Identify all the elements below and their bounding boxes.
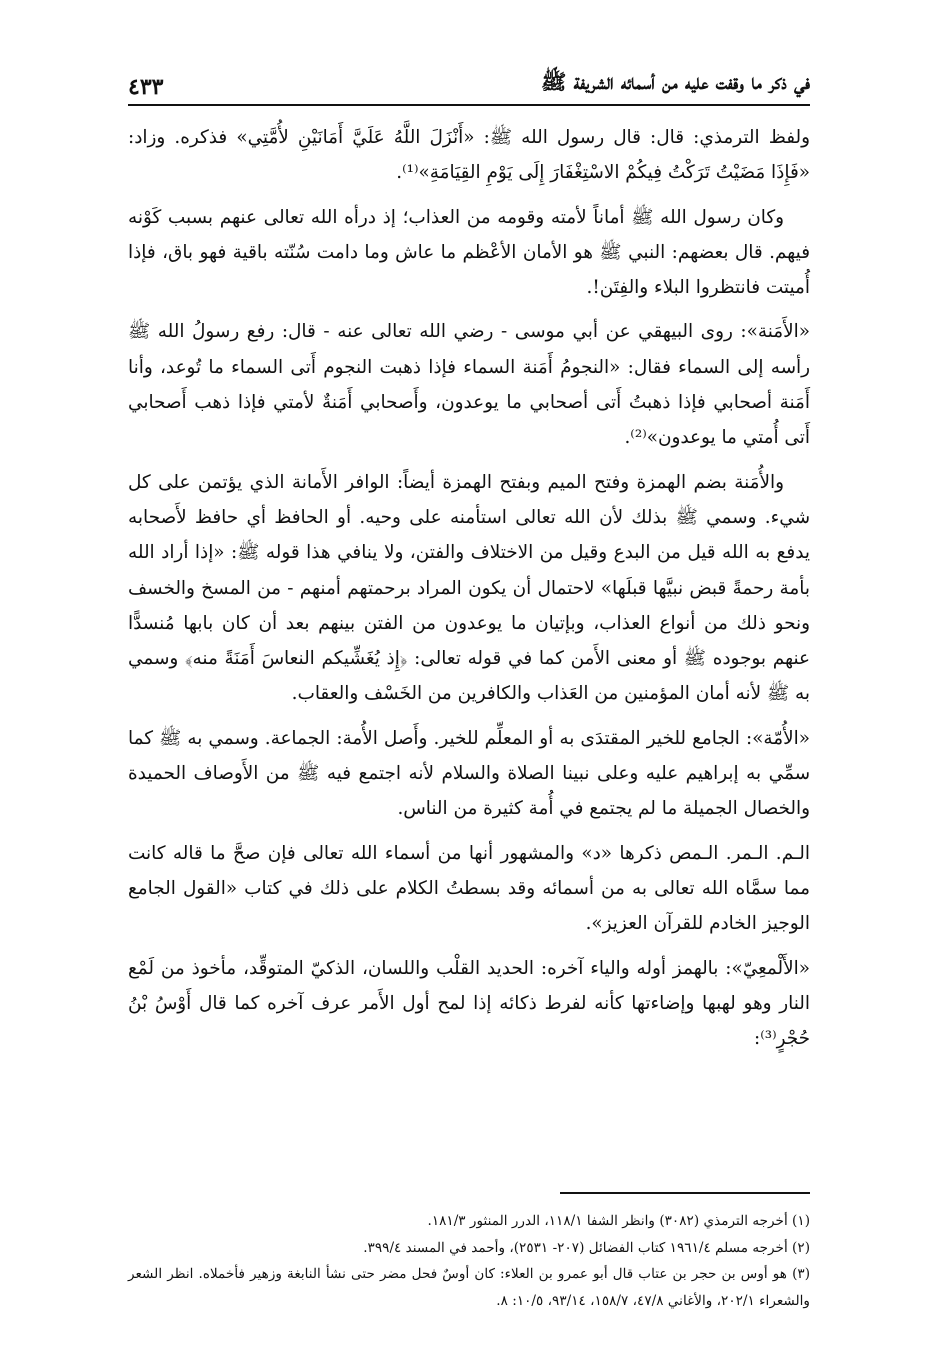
paragraph-al-umma: «الأُمّة»: الجامع للخير المقتدَى به أو المعلِّم للخير. وأَصل الأُمة: الجماعة. وسمي به ﷺ كما سمِّي به إبراهيم عليه وعلى نبينا الصلاة والسلام لأنه اجتمع فيه ﷺ من الأَوصاف الحميدة والخصال الجميلة ما لم يجتمع في أُمة كثيرة من الناس.	[128, 727, 810, 820]
footnote-3: (٣) هو أوس بن حجر بن عتاب قال أبو عمرو بن العلاء: كان أوسٌ فحل مضر حتى نشأ النابغة وزهير فأخملاه. انظر الشعر والشعراء ٢٠٢/١، والأغاني ٤٧/٨، ١٥٨/٧، ٩٣/١٤، ١٠/٥: ٨.	[128, 1266, 810, 1309]
page-number: ٤٣٣	[128, 74, 164, 100]
running-title: في ذكر ما وقفت عليه من أسمائه الشريفة ﷺ	[540, 69, 810, 94]
paragraph-tirmidhi: ولفظ الترمذي: قال: قال رسول الله ﷺ: «أَنْزَلَ اللَّهُ عَلَيَّ أَمَانَيْنِ لأُمَّتِي» فذكره. وزاد: «فَإِذَا مَضَيْتُ تَرَكْتُ فِيكُمْ الاسْتِغْفَارَ إِلَى يَوْمِ القِيَامَةِ»⁽¹⁾.	[128, 127, 810, 184]
paragraph-aman: وكان رسول الله ﷺ أماناً لأمته وقومه من العذاب؛ إذ درأه الله تعالى عنهم بسبب كَوْنه فيهم. قال بعضهم: النبي ﷺ هو الأمان الأعْظم ما عاش وما دامت سُنّته باقية فهو باق، فإذا أُميتت فانتظروا البلاء والفِتَن!.	[128, 206, 810, 299]
paragraph-al-almai: «الأَلْمعِيّ»: بالهمز أوله والياء آخره: الحديد القلْب واللسان، الذكيّ المتوقِّد، مأخوذ من لَمْع النار وهو لهبها وإضاءتها كأنه لفرط ذكائه إذا لمح أول الأَمر عرف آخره كما قال أَوْسُ بْنُ حُجْرٍ⁽³⁾:	[128, 957, 810, 1050]
paragraph-alif-lam-mim: الـم. الـمر. الـمص ذكرها «د» والمشهور أنها من أسماء الله تعالى فإن صحَّ ما قاله كانت مما سمَّاه الله تعالى به من أسمائه وقد بسطتُ الكلام على ذلك في كتاب «القول الجامع الوجيز الخادم للقرآن العزيز».	[128, 842, 810, 935]
footnote-divider	[560, 1192, 810, 1194]
paragraph-al-amana: «الأَمَنة»: روى البيهقي عن أبي موسى - رضي الله تعالى عنه - قال: رفع رسولُ الله ﷺ رأسه إلى السماء فقال: «النجومُ أَمَنة السماء فإذا ذهبت النجوم أَتى السماء ما تُوعد، وأنا أَمَنة أصحابي فإذا ذهبتُ أَتى أصحابي ما يوعدون، وأَصحابي أَمَنةٌ لأمتي فإذا ذهب أَصحابي أَتى أُمتي ما يوعدون»⁽²⁾.	[128, 321, 810, 449]
page-header	[128, 58, 810, 106]
footnotes	[128, 1208, 810, 1314]
footnote-1: (١) أخرجه الترمذي (٣٠٨٢) وانظر الشفا ١١٨/١، الدرر المنثور ١٨١/٣.	[427, 1213, 810, 1229]
main-text	[128, 120, 810, 1065]
footnote-2: (٢) أخرجه مسلم ١٩٦١/٤ كتاب الفضائل (٢٠٧- ٢٥٣١)، وأحمد في المسند ٣٩٩/٤.	[363, 1239, 810, 1256]
paragraph-al-umana: والأُمَنة بضم الهمزة وفتح الميم وبفتح الهمزة أيضاً: الوافر الأَمانة الذي يؤتمن على كل شيء. وسمي ﷺ بذلك لأن الله تعالى استأمنه على وحيه. أو الحافظ أي حافظ لأَصحابه يدفع به الله قيل من البدع وقيل من الاختلاف والفتن، ولا ينافي هذا قوله ﷺ: «إذا أراد الله بأمة رحمةً قبض نبيَّها قبلَها» لاحتمال أن يكون المراد برحمتهم أمنهم - من المسخ والخسف ونحو ذلك من أنواع العذاب، وبإتيان ما يوعدون من الفتن بينهم بعد أن كان بابها مُنسدًّا عنهم بوجوده ﷺ أو معنى الأَمن كما في قوله تعالى: ﴿إِذ يُغَشِّيكم النعاسَ أَمَنَةً منه﴾ وسمي به ﷺ لأنه أمان المؤمنين من العَذاب والكافرين من الخَسْف والعقاب.	[128, 471, 810, 705]
